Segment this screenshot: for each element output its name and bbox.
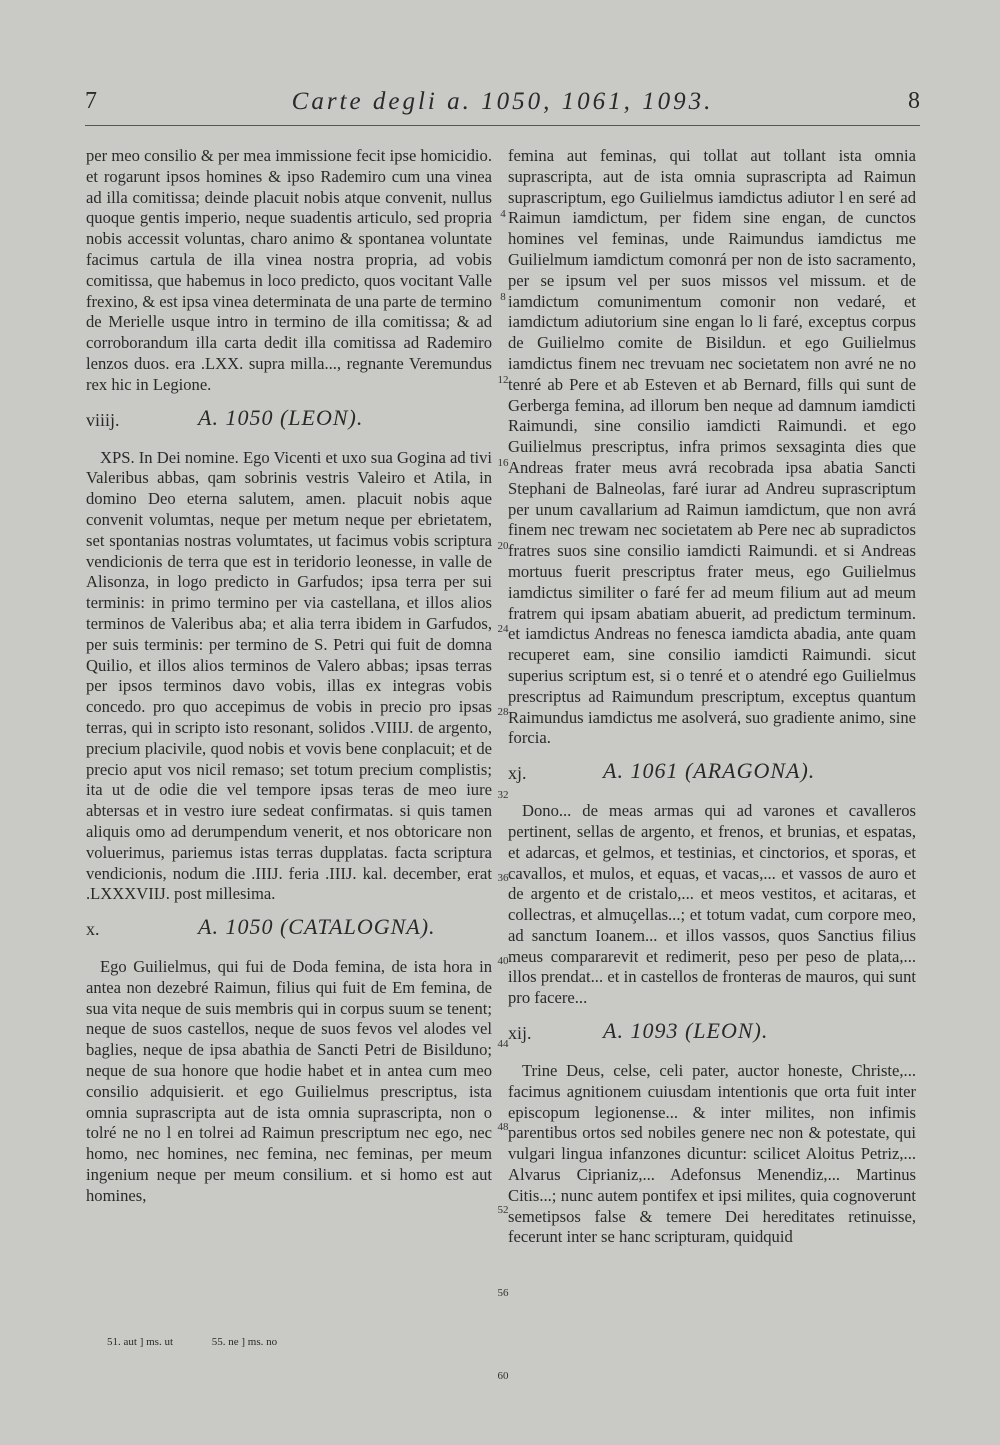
section-title: A. 1093 (LEON). — [603, 1018, 769, 1044]
line-number: 8 — [500, 291, 506, 303]
section-title: A. 1050 (LEON). — [198, 404, 364, 430]
section-number: xj. — [508, 763, 527, 784]
section-heading — [508, 749, 916, 801]
line-number: 48 — [497, 1121, 509, 1133]
footnote: 51. aut ] ms. ut — [107, 1336, 173, 1348]
line-number: 56 — [497, 1287, 509, 1299]
line-number: 24 — [497, 623, 509, 635]
line-number: 12 — [497, 374, 509, 386]
footnote: 55. ne ] ms. no — [211, 1336, 278, 1348]
running-title: Carte degli a. 1050, 1061, 1093. — [291, 88, 714, 115]
page-header — [85, 88, 920, 122]
line-number: 28 — [497, 706, 509, 718]
left-column — [86, 146, 492, 1207]
footnotes — [107, 1336, 313, 1348]
section-heading — [508, 1009, 916, 1061]
section-title: A. 1061 (ARAGONA). — [603, 758, 816, 784]
paragraph: XPS. In Dei nomine. Ego Vicenti et uxo sua Gogina ad tivi Valeribus abbas, qam sobrinis vestris Valeiro et Atila, in domino Deo eterna salutem, amen. placuit nobis aque convenit volumtas, neque per metum neque per ebrietatem, set spontanias nostras volumtates, ut facimus vobis scriptura vendicionis de terra que est in teridorio leonesse, in valle de Alisonza, in logo predicto in Garfudos; ipsa terra per sui terminis: in primo termino per via castellana, et illos alios terminos de Valeribus aba; et alia terra ibidem in Garfudos, per suis terminis: per termino de S. Petri qui fuit de domna Quilio, et illos alios terminos de Valero abbas; ipsas terras per ipsos terminos davo vobis, illas ex integras vobis concedo. pro quo accepimus de vobis in precio pro ipsas terras, qui in scripto isto resonant, solidos .VIIIJ. de argento, precium placivile, quod nobis et vovis bene conplacuit; et de precio aput vos nicil remaso; set totum precium complistis; ita ut de odie die vel tempore ipsas teras de meo iure abtersas et in vestro iure sedeat confirmatas. si quis tamen aliquis omo ad derumpendum venerit, et nos obtoricare non voluerimus, pariemus istas terras dupplatas. facta scriptura vendicionis, nodum die .IIIJ. feria .IIIJ. kal. december, erat .LXXXVIIJ. post millesima. — [86, 447, 492, 904]
line-number: 36 — [497, 872, 509, 884]
paragraph: Ego Guilielmus, qui fui de Doda femina, de ista hora in antea non dezebré Raimun, filius qui fuit de Em femina, de sua vita neque de suis membris qui in corpus suum se tenent; neque de suos castellos, neque de suos fevos vel alodes vel baglies, neque de ipsa abathia de Sancti Petri de Bisilduno; neque de sua honore que hodie habet et in antea cum meo consilio adquisierit. et ego Guilielmus prescriptus, ista omnia suprascripta aut de ista omnia suprascripta, non o tolré ne no l en tolrei ad Raimun prescriptum nec ego, nec homo, nec homines, nec femina, nec feminas, per meum ingenium neque per meum consilium. et si homo est aut homines, — [86, 957, 492, 1205]
line-number: 60 — [497, 1370, 509, 1382]
right-column — [508, 146, 916, 1248]
section-heading — [86, 905, 492, 957]
page-number-left: 7 — [85, 88, 97, 114]
section-title: A. 1050 (CATALOGNA). — [198, 914, 436, 940]
section-number: x. — [86, 919, 100, 940]
paragraph: per meo consilio & per mea immissione fecit ipse homicidio. et rogarunt ipsos homines & ipso Rademiro cum una vinea ad illa comitissa; deinde placuit nobis atque convenit, nullus quoque gentis imperio, neque suadentis articulo, sed propria nobis accessit voluntas, charo animo & spontanea voluntate facimus cartula de illa vinea nostra propria, ad vobis comitissa, que habemus in loco predicto, quos vocitant Valle frexino, & est ipsa vinea determinata de una parte de termino de Merielle usque intro in termino de illa comitissa; & ad corroborandum illa carta dedit illa comitissa ad Rademiro lenzos duos. era .LXX. supra milla..., regnante Veremundus rex hic in Legione. — [86, 146, 492, 394]
paragraph: femina aut feminas, qui tollat aut tollant ista omnia suprascripta, aut de ista omnia suprascripta ad Raimun suprascriptum, ego Guilielmus iamdictus adiutor l en seré ad Raimun iamdictum, per fidem sine engan, de cunctos homines vel feminas, unde Raimundus iamdictus me Guilielmum iamdictum comonrá per non de isto sacramento, per se ipsum vel per suos missos vel missum. et de iamdictum comunimentum comonir non vedaré, et iamdictum adiutorium sine engan lo li faré, exceptus corpus de Guilielmo comite de Bisildun. et ego Guilielmus iamdictus finem nec trevuam nec societatem non avré ne no tenré ab Pere et ab Esteven et ab Bernard, fills qui sunt de Gerberga femina, ad illorum ben neque ad damnum iamdicti Raimundi, sine consilio iamdicti Raimundi. et ego Guilielmus prescriptus, infra primos sexsaginta dies que Andreas frater meus avrá recobrada ipsa abatia Sancti Stephani de Balneolas, faré iurar ad Andreu suprascriptum per unum cavallarium ad Raimun iamdictum, que non avrá finem nec trewam nec societatem ab Pere nec ab supradictos fratres suos sine consilio iamdicti Raimundi. et si Andreas mortuus fuerit prescriptus frater meus, ego Guilielmus iamdictus similiter o faré fer ad meum filium aut ad meum fratrem qui ipsam abatiam abuerit, ad predictum terminum. et iamdictus Andreas no fenesca iamdicta abadia, ante quam recuperet eam, sine consilio iamdicti Raimundi. sicut superius scriptum est, si o tenré et o atendré ego Guilielmus prescriptus ad Raimundum prescriptum, exceptus quantum Raimundus iamdictus me asolverá, suo gradiente animo, sine forcia. — [508, 146, 916, 748]
line-number: 32 — [497, 789, 509, 801]
line-number: 16 — [497, 457, 509, 469]
line-number: 40 — [497, 955, 509, 967]
paragraph: Trine Deus, celse, celi pater, auctor honeste, Christe,... facimus agnitionem cuiusdam intentionis que orta fuit inter episcopum legionense... & inter milites, non infimis parentibus ortos sed nobiles genere nec non & potestate, qui vulgari lingua infanzones dicuntur: scilicet Aloitus Petriz,... Alvarus Ciprianiz,... Adefonsus Menendiz,... Martinus Citis...; nunc autem pontifex et ipsi milites, quia cognoverunt semetipsos false & temere Dei hereditates retinuisse, fecerunt inter se hanc scripturam, quidquid — [508, 1061, 916, 1247]
paragraph: Dono... de meas armas qui ad varones et cavalleros pertinent, sellas de argento, et frenos, et brunias, et espatas, et adarcas, et gelmos, et testinias, et cinctorios, et sporas, et cavallos, et mulos, et equas, et vacas,... et vassos de auro et de argento et de cristalo,... et meos vestitos, et acitaras, et collectras, et almuçellas...; et totum vadat, cum corpore meo, ad sanctum Ioanem... et illos vassos, quos Sanctius filius meus compararevit et redimerit, peso per peso de plata,... illos prendat... et in castellos de fronteras de mauros, qui sunt pro facere... — [508, 801, 916, 1008]
line-number: 20 — [497, 540, 509, 552]
line-number: 52 — [497, 1204, 509, 1216]
page-number-right: 8 — [908, 88, 920, 114]
line-number: 4 — [500, 208, 506, 220]
section-number: viiij. — [86, 409, 120, 430]
header-rule — [85, 125, 920, 126]
line-number: 44 — [497, 1038, 509, 1050]
section-number: xij. — [508, 1023, 532, 1044]
section-heading — [86, 396, 492, 448]
